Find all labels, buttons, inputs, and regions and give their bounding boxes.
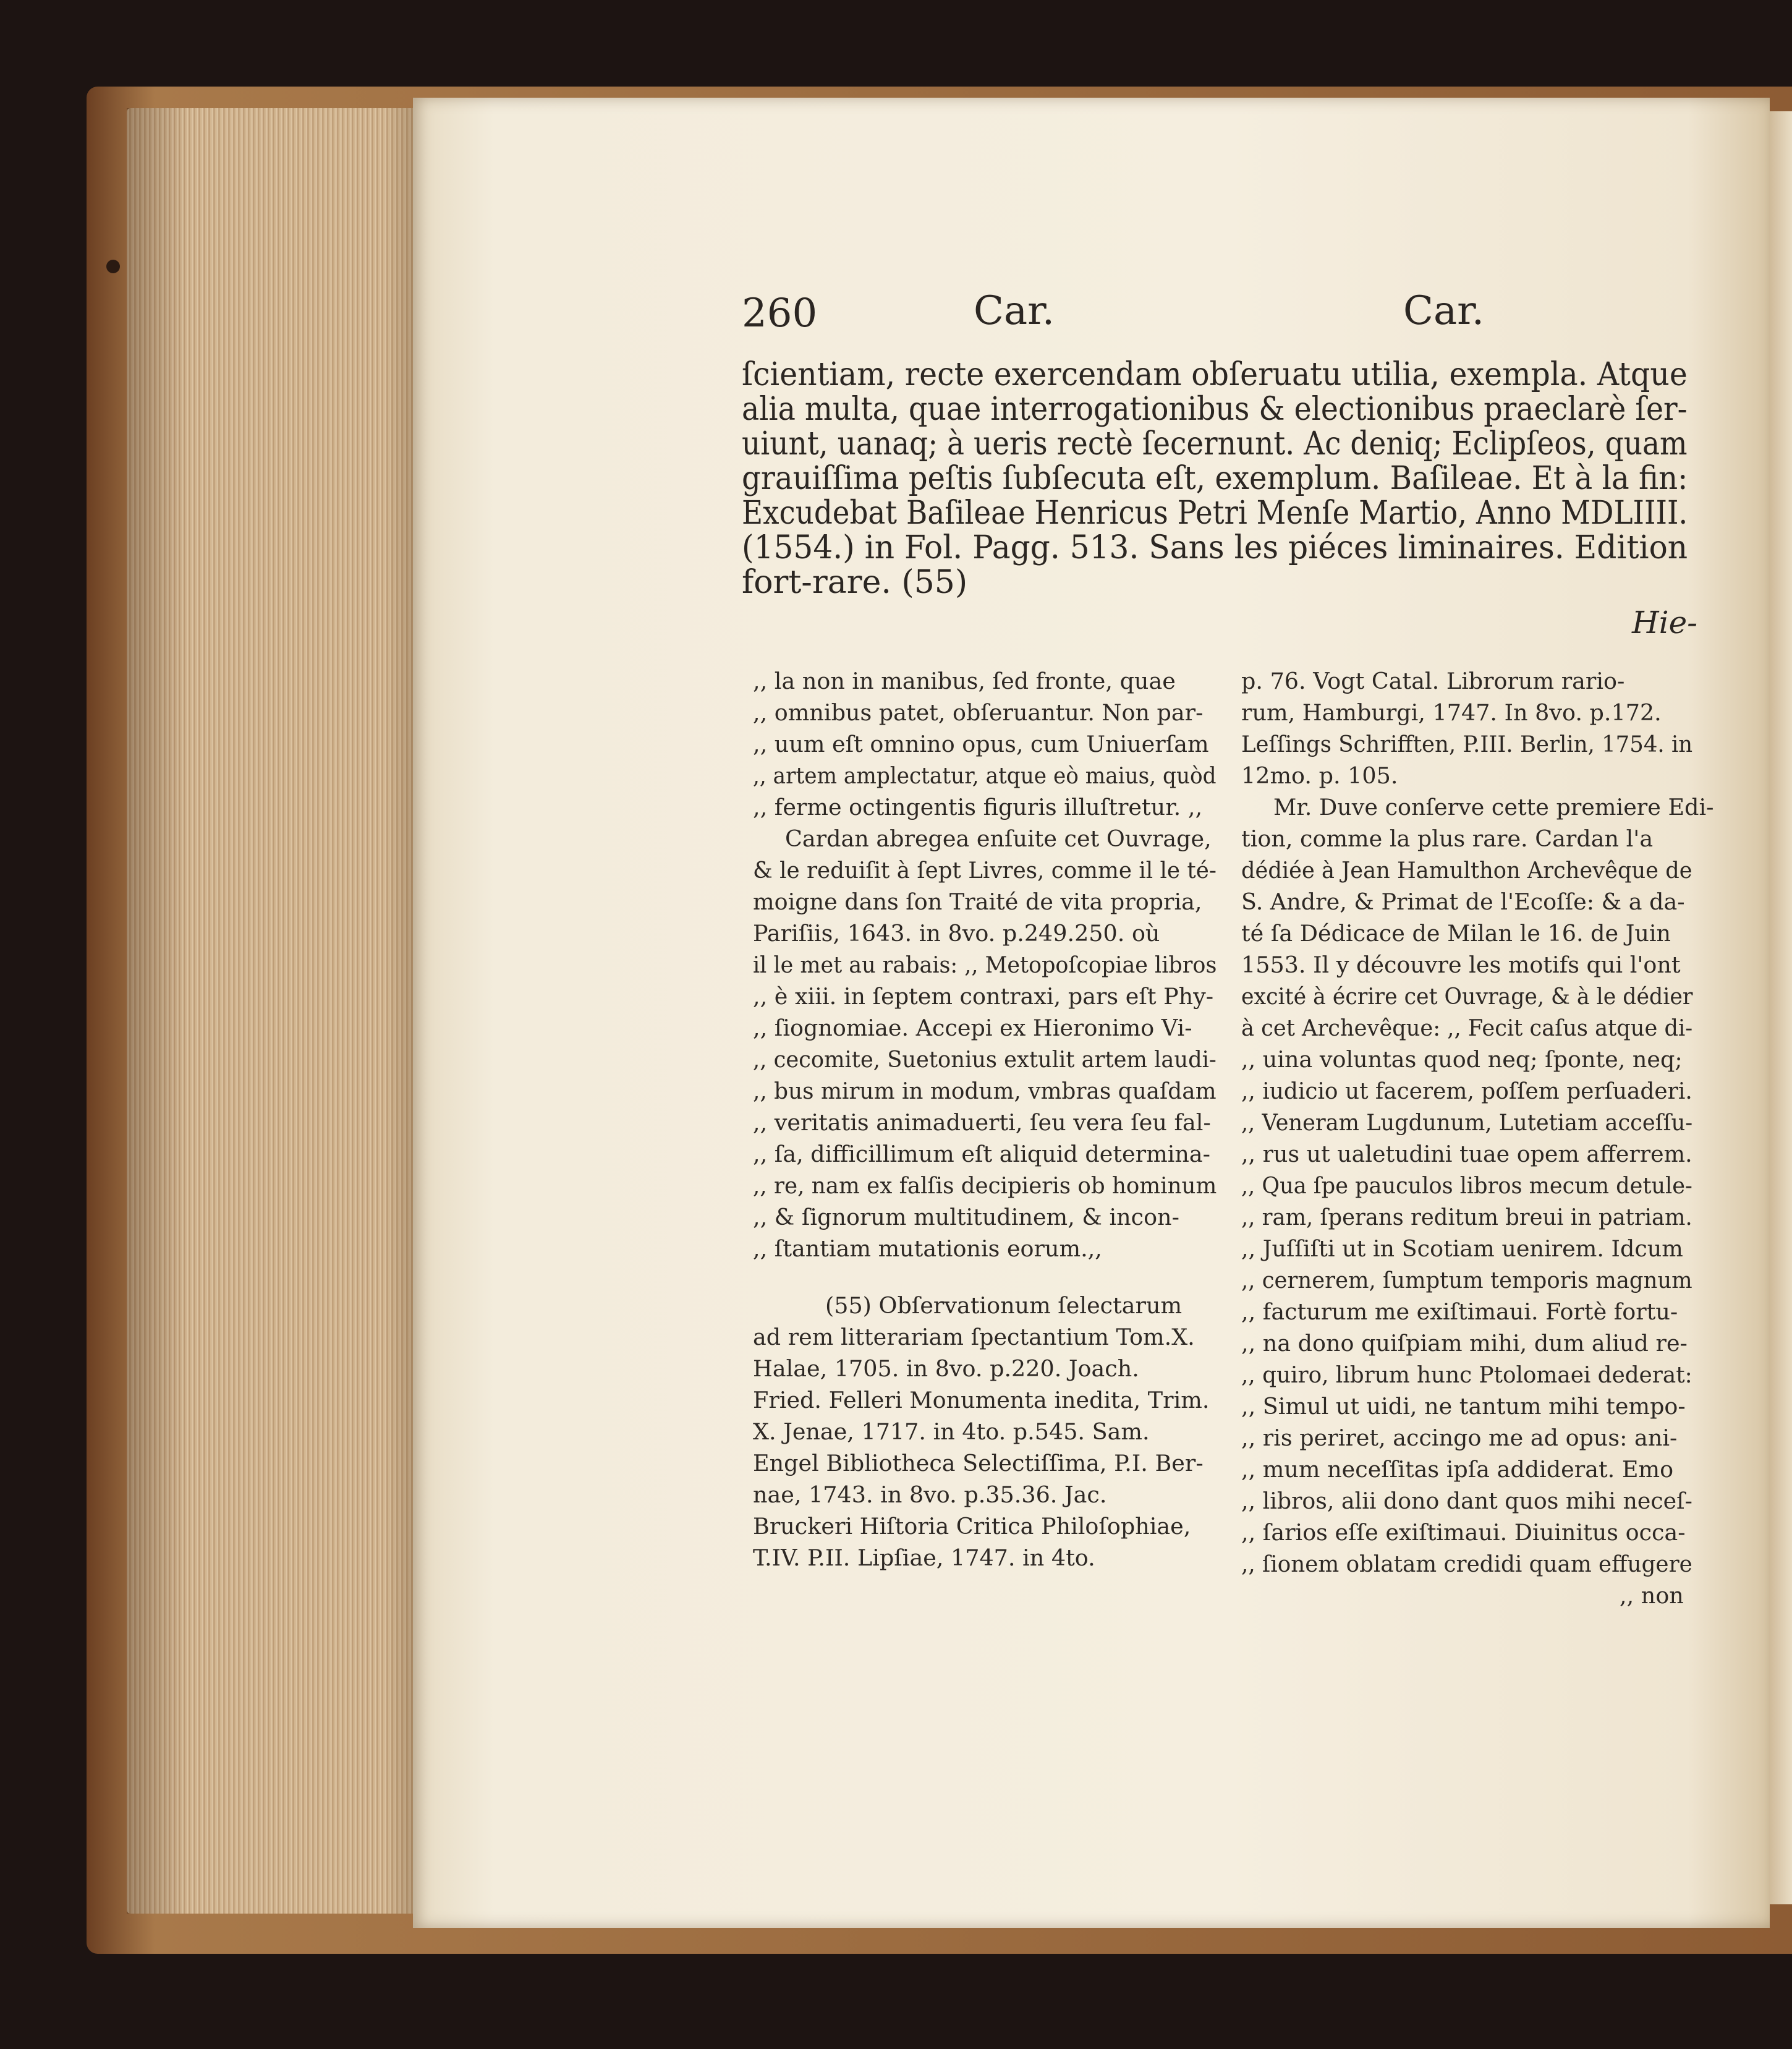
column-line: ,, la non in manibus, ſed fronte, quae: [753, 668, 1176, 694]
column-line: rum, Hamburgi, 1747. In 8vo. p.172.: [1241, 699, 1662, 726]
column-line: Cardan abregea enſuite cet Ouvrage,: [785, 825, 1212, 852]
column-line: T.IV. P.II. Lipſiae, 1747. in 4to.: [753, 1544, 1095, 1571]
column-line: té ſa Dédicace de Milan le 16. de Juin: [1241, 920, 1671, 947]
column-line: ,, uum eſt omnino opus, cum Uniuerſam: [753, 731, 1209, 757]
column-line: & le reduiſit à ſept Livres, comme il le té-: [753, 857, 1217, 884]
column-line: dédiée à Jean Hamulthon Archevêque de: [1241, 857, 1692, 884]
column-line: ,, ſtantiam mutationis eorum.,,: [753, 1235, 1102, 1262]
column-line: ,, Veneram Lugdunum, Lutetiam acceſſu-: [1241, 1109, 1693, 1136]
column-line: Bruckeri Hiſtoria Critica Philoſophiae,: [753, 1513, 1191, 1540]
column-line: Leſſings Schrifften, P.III. Berlin, 1754. in: [1241, 731, 1693, 757]
main-text-line: ſcientiam, recte exercendam obſeruatu utilia, exempla. Atque: [742, 356, 1688, 393]
column-line: X. Jenae, 1717. in 4to. p.545. Sam.: [753, 1418, 1150, 1445]
column-line: p. 76. Vogt Catal. Librorum rario-: [1241, 668, 1625, 694]
column-line: ,, ram, ſperans reditum breui in patriam.: [1241, 1204, 1692, 1230]
column-line: ,, omnibus patet, obſeruantur. Non par-: [753, 699, 1204, 726]
column-line: ,, quiro, librum hunc Ptolomaei dederat:: [1241, 1361, 1692, 1388]
main-text-line: Excudebat Baſileae Henricus Petri Menſe Martio, Anno MDLIIII.: [742, 495, 1688, 532]
column-line: ,, artem amplectatur, atque eò maius, quòd: [753, 762, 1217, 789]
column-line: ,, veritatis animaduerti, ſeu vera ſeu fal-: [753, 1109, 1211, 1136]
column-line: 1553. Il y découvre les motifs qui l'ont: [1241, 952, 1681, 978]
column-line: ,, facturum me exiſtimaui. Fortè fortu-: [1241, 1298, 1678, 1325]
column-line: 12mo. p. 105.: [1241, 762, 1398, 789]
column-line: ,, cecomite, Suetonius extulit artem laudi-: [753, 1046, 1217, 1073]
main-text-line: grauiſſima peſtis ſubſecuta eſt, exemplum. Baſileae. Et à la fin:: [742, 460, 1688, 497]
column-line: ,, ris periret, accingo me ad opus: ani-: [1241, 1425, 1678, 1451]
column-line: ,, libros, alii dono dant quos mihi neceſ-: [1241, 1488, 1692, 1514]
column-line: ,, Simul ut uidi, ne tantum mihi tempo-: [1241, 1393, 1686, 1420]
column-line: ,, re, nam ex falſis decipieris ob hominum: [753, 1172, 1217, 1199]
column-line: ,, ſa, difficillimum eſt aliquid determina-: [753, 1141, 1210, 1167]
column-line: ,, cernerem, ſumptum temporis magnum: [1241, 1267, 1692, 1293]
catchword: Hie-: [1632, 605, 1698, 641]
main-text-line: fort-rare. (55): [742, 564, 968, 601]
column-line: il le met au rabais: ,, Metopoſcopiae libros: [753, 952, 1217, 978]
column-line: ,, Qua ſpe pauculos libros mecum detule-: [1241, 1172, 1692, 1199]
column-line: excité à écrire cet Ouvrage, & à le dédier: [1241, 983, 1693, 1010]
column-line: ,, è xiii. in ſeptem contraxi, pars eſt Phy-: [753, 983, 1214, 1010]
column-line: ,, non: [1620, 1582, 1684, 1609]
column-line: à cet Archevêque: ,, Fecit caſus atque di-: [1241, 1015, 1693, 1041]
column-line: ,, na dono quiſpiam mihi, dum aliud re-: [1241, 1330, 1688, 1357]
column-line: (55) Obſervationum ſelectarum: [825, 1292, 1183, 1319]
column-line: ,, ſionem oblatam credidi quam effugere: [1241, 1551, 1692, 1577]
column-line: Mr. Duve conſerve cette premiere Edi-: [1273, 794, 1714, 820]
column-line: Fried. Felleri Monumenta inedita, Trim.: [753, 1387, 1210, 1413]
column-line: ,, ferme octingentis figuris illuſtretur. ,,: [753, 794, 1203, 820]
main-text-line: uiunt, uanaq; à ueris rectè ſecernunt. Ac deniq; Eclipſeos, quam: [742, 425, 1688, 462]
column-line: ,, uina voluntas quod neq; ſponte, neq;: [1241, 1046, 1683, 1073]
column-line: S. Andre, & Primat de l'Ecoſſe: & a da-: [1241, 888, 1685, 915]
column-line: Pariſiis, 1643. in 8vo. p.249.250. où: [753, 920, 1160, 947]
right-running-head: Car.: [1403, 288, 1485, 334]
column-line: ,, Juſſiſti ut in Scotiam uenirem. Idcum: [1241, 1235, 1683, 1262]
left-running-head: Car.: [974, 288, 1055, 334]
column-line: ,, mum neceſſitas ipſa addiderat. Emo: [1241, 1456, 1674, 1483]
column-line: ,, & ſignorum multitudinem, & incon-: [753, 1204, 1179, 1230]
column-line: Engel Bibliotheca Selectiſſima, P.I. Ber-: [753, 1450, 1204, 1476]
page-number: 260: [742, 291, 818, 336]
column-line: ,, rus ut ualetudini tuae opem afferrem.: [1241, 1141, 1692, 1167]
column-line: ,, bus mirum in modum, vmbras quaſdam: [753, 1078, 1217, 1104]
cover-nail-mark: [106, 260, 120, 273]
column-line: tion, comme la plus rare. Cardan l'a: [1241, 825, 1654, 852]
main-text-line: alia multa, quae interrogationibus & electionibus praeclarè ſer-: [742, 391, 1688, 428]
column-line: ,, ſarios eſſe exiſtimaui. Diuinitus occa-: [1241, 1519, 1686, 1546]
main-text-line: (1554.) in Fol. Pagg. 513. Sans les piéces liminaires. Edition: [742, 529, 1688, 566]
column-line: moigne dans ſon Traité de vita propria,: [753, 888, 1202, 915]
column-line: ,, ſiognomiae. Accepi ex Hieronimo Vi-: [753, 1015, 1192, 1041]
column-line: ,, iudicio ut facerem, poſſem perſuaderi.: [1241, 1078, 1692, 1104]
column-line: Halae, 1705. in 8vo. p.220. Joach.: [753, 1355, 1139, 1382]
column-line: ad rem litterariam ſpectantium Tom.X.: [753, 1324, 1195, 1350]
page-block-edge: [127, 108, 430, 1914]
column-line: nae, 1743. in 8vo. p.35.36. Jac.: [753, 1481, 1107, 1508]
